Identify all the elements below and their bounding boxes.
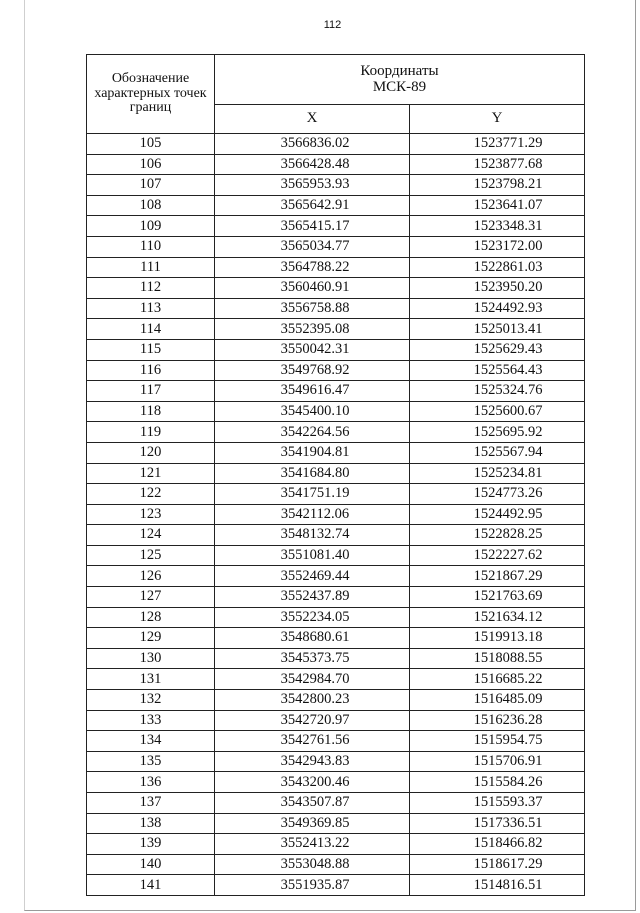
- x-coordinate-cell: 3551935.87: [215, 875, 410, 896]
- y-coordinate-cell: 1523798.21: [410, 175, 585, 196]
- x-coordinate-cell: 3549768.92: [215, 360, 410, 381]
- x-coordinate-cell: 3545373.75: [215, 648, 410, 669]
- y-coordinate-cell: 1515584.26: [410, 772, 585, 793]
- y-coordinate-cell: 1525695.92: [410, 422, 585, 443]
- x-coordinate-cell: 3549616.47: [215, 381, 410, 402]
- x-coordinate-cell: 3552469.44: [215, 566, 410, 587]
- point-id-cell: 136: [87, 772, 215, 793]
- point-id-cell: 106: [87, 154, 215, 175]
- y-coordinate-cell: 1522227.62: [410, 545, 585, 566]
- y-coordinate-cell: 1519913.18: [410, 628, 585, 649]
- x-coordinate-cell: 3545400.10: [215, 401, 410, 422]
- x-coordinate-cell: 3565415.17: [215, 216, 410, 237]
- x-coordinate-cell: 3541751.19: [215, 484, 410, 505]
- y-coordinate-cell: 1523950.20: [410, 278, 585, 299]
- y-coordinate-cell: 1524492.93: [410, 298, 585, 319]
- y-coordinate-cell: 1516485.09: [410, 690, 585, 711]
- y-column-header: Y: [410, 105, 585, 134]
- point-id-cell: 122: [87, 484, 215, 505]
- point-id-cell: 134: [87, 731, 215, 752]
- table-row: [87, 834, 585, 855]
- point-id-cell: 124: [87, 525, 215, 546]
- y-coordinate-cell: 1516685.22: [410, 669, 585, 690]
- x-column-header: X: [215, 105, 410, 134]
- table-row: [87, 875, 585, 896]
- table-row: [87, 587, 585, 608]
- table-row: [87, 648, 585, 669]
- x-coordinate-cell: 3543507.87: [215, 793, 410, 814]
- point-id-cell: 131: [87, 669, 215, 690]
- point-id-cell: 110: [87, 236, 215, 257]
- point-id-cell: 117: [87, 381, 215, 402]
- y-coordinate-cell: 1523877.68: [410, 154, 585, 175]
- x-coordinate-cell: 3552395.08: [215, 319, 410, 340]
- x-coordinate-cell: 3565953.93: [215, 175, 410, 196]
- y-coordinate-cell: 1525600.67: [410, 401, 585, 422]
- y-coordinate-cell: 1522828.25: [410, 525, 585, 546]
- point-id-cell: 130: [87, 648, 215, 669]
- y-coordinate-cell: 1517336.51: [410, 813, 585, 834]
- table-row: [87, 175, 585, 196]
- y-coordinate-cell: 1525564.43: [410, 360, 585, 381]
- table-body: [87, 134, 585, 896]
- table-row: [87, 154, 585, 175]
- coordinates-group-header: [215, 55, 585, 105]
- x-coordinate-cell: 3550042.31: [215, 339, 410, 360]
- y-coordinate-cell: 1525234.81: [410, 463, 585, 484]
- x-coordinate-cell: 3549369.85: [215, 813, 410, 834]
- table-row: [87, 236, 585, 257]
- y-coordinate-cell: 1525324.76: [410, 381, 585, 402]
- y-coordinate-cell: 1524773.26: [410, 484, 585, 505]
- point-id-cell: 105: [87, 134, 215, 155]
- y-coordinate-cell: 1521867.29: [410, 566, 585, 587]
- table-row: [87, 339, 585, 360]
- y-coordinate-cell: 1518617.29: [410, 854, 585, 875]
- table-row: [87, 298, 585, 319]
- point-id-cell: 138: [87, 813, 215, 834]
- table-row: [87, 813, 585, 834]
- point-id-cell: 127: [87, 587, 215, 608]
- x-coordinate-cell: 3542264.56: [215, 422, 410, 443]
- table-row: [87, 216, 585, 237]
- y-coordinate-cell: 1518088.55: [410, 648, 585, 669]
- table-row: [87, 401, 585, 422]
- table-row: [87, 566, 585, 587]
- x-coordinate-cell: 3552437.89: [215, 587, 410, 608]
- x-coordinate-cell: 3552413.22: [215, 834, 410, 855]
- coordinates-table: [86, 54, 585, 896]
- table-row: [87, 772, 585, 793]
- table-row: [87, 484, 585, 505]
- point-id-cell: 133: [87, 710, 215, 731]
- x-coordinate-cell: 3542984.70: [215, 669, 410, 690]
- header-line: границ: [129, 100, 172, 116]
- table-row: [87, 381, 585, 402]
- x-coordinate-cell: 3542112.06: [215, 504, 410, 525]
- table-row: [87, 525, 585, 546]
- x-coordinate-cell: 3548132.74: [215, 525, 410, 546]
- point-id-cell: 114: [87, 319, 215, 340]
- table-row: [87, 134, 585, 155]
- header-line: МСК-89: [372, 78, 427, 95]
- x-coordinate-cell: 3556758.88: [215, 298, 410, 319]
- y-coordinate-cell: 1523771.29: [410, 134, 585, 155]
- point-id-cell: 135: [87, 751, 215, 772]
- table-row: [87, 257, 585, 278]
- x-coordinate-cell: 3565034.77: [215, 236, 410, 257]
- x-coordinate-cell: 3551081.40: [215, 545, 410, 566]
- table-row: [87, 195, 585, 216]
- y-coordinate-cell: 1525567.94: [410, 442, 585, 463]
- x-coordinate-cell: 3566836.02: [215, 134, 410, 155]
- point-id-cell: 109: [87, 216, 215, 237]
- point-id-cell: 137: [87, 793, 215, 814]
- table-row: [87, 710, 585, 731]
- table-row: [87, 751, 585, 772]
- table-row: [87, 731, 585, 752]
- y-coordinate-cell: 1523172.00: [410, 236, 585, 257]
- table-row: [87, 319, 585, 340]
- table-row: [87, 607, 585, 628]
- table-row: [87, 504, 585, 525]
- y-coordinate-cell: 1523348.31: [410, 216, 585, 237]
- point-id-cell: 113: [87, 298, 215, 319]
- point-id-cell: 141: [87, 875, 215, 896]
- point-id-cell: 140: [87, 854, 215, 875]
- x-coordinate-cell: 3541904.81: [215, 442, 410, 463]
- y-coordinate-cell: 1516236.28: [410, 710, 585, 731]
- point-id-cell: 121: [87, 463, 215, 484]
- table-row: [87, 628, 585, 649]
- page-number: 112: [323, 19, 342, 31]
- table-row: [87, 690, 585, 711]
- x-coordinate-cell: 3565642.91: [215, 195, 410, 216]
- point-id-cell: 139: [87, 834, 215, 855]
- y-coordinate-cell: 1525629.43: [410, 339, 585, 360]
- point-id-cell: 116: [87, 360, 215, 381]
- header-line: Координаты: [360, 62, 439, 79]
- table-row: [87, 360, 585, 381]
- point-id-cell: 128: [87, 607, 215, 628]
- point-id-cell: 118: [87, 401, 215, 422]
- table-row: [87, 545, 585, 566]
- point-id-cell: 126: [87, 566, 215, 587]
- table-row: [87, 854, 585, 875]
- y-coordinate-cell: 1525013.41: [410, 319, 585, 340]
- x-coordinate-cell: 3542800.23: [215, 690, 410, 711]
- point-id-cell: 132: [87, 690, 215, 711]
- y-coordinate-cell: 1514816.51: [410, 875, 585, 896]
- y-coordinate-cell: 1521763.69: [410, 587, 585, 608]
- x-coordinate-cell: 3566428.48: [215, 154, 410, 175]
- table-row: [87, 442, 585, 463]
- y-coordinate-cell: 1521634.12: [410, 607, 585, 628]
- x-coordinate-cell: 3541684.80: [215, 463, 410, 484]
- y-coordinate-cell: 1515593.37: [410, 793, 585, 814]
- point-id-cell: 123: [87, 504, 215, 525]
- point-id-cell: 125: [87, 545, 215, 566]
- point-designation-header: [87, 55, 215, 134]
- point-id-cell: 119: [87, 422, 215, 443]
- table-row: [87, 463, 585, 484]
- header-line: характерных точек: [94, 85, 207, 101]
- y-coordinate-cell: 1518466.82: [410, 834, 585, 855]
- x-coordinate-cell: 3542761.56: [215, 731, 410, 752]
- x-coordinate-cell: 3548680.61: [215, 628, 410, 649]
- point-id-cell: 115: [87, 339, 215, 360]
- x-coordinate-cell: 3542720.97: [215, 710, 410, 731]
- y-coordinate-cell: 1515706.91: [410, 751, 585, 772]
- x-coordinate-cell: 3553048.88: [215, 854, 410, 875]
- y-coordinate-cell: 1524492.95: [410, 504, 585, 525]
- y-coordinate-cell: 1522861.03: [410, 257, 585, 278]
- x-coordinate-cell: 3552234.05: [215, 607, 410, 628]
- point-id-cell: 108: [87, 195, 215, 216]
- x-coordinate-cell: 3542943.83: [215, 751, 410, 772]
- table-row: [87, 422, 585, 443]
- table-row: [87, 669, 585, 690]
- table-row: [87, 793, 585, 814]
- point-id-cell: 129: [87, 628, 215, 649]
- table-row: [87, 278, 585, 299]
- x-coordinate-cell: 3564788.22: [215, 257, 410, 278]
- x-coordinate-cell: 3560460.91: [215, 278, 410, 299]
- point-id-cell: 120: [87, 442, 215, 463]
- point-id-cell: 112: [87, 278, 215, 299]
- header-line: Обозначение: [111, 70, 190, 86]
- y-coordinate-cell: 1523641.07: [410, 195, 585, 216]
- point-id-cell: 107: [87, 175, 215, 196]
- point-id-cell: 111: [87, 257, 215, 278]
- y-coordinate-cell: 1515954.75: [410, 731, 585, 752]
- x-coordinate-cell: 3543200.46: [215, 772, 410, 793]
